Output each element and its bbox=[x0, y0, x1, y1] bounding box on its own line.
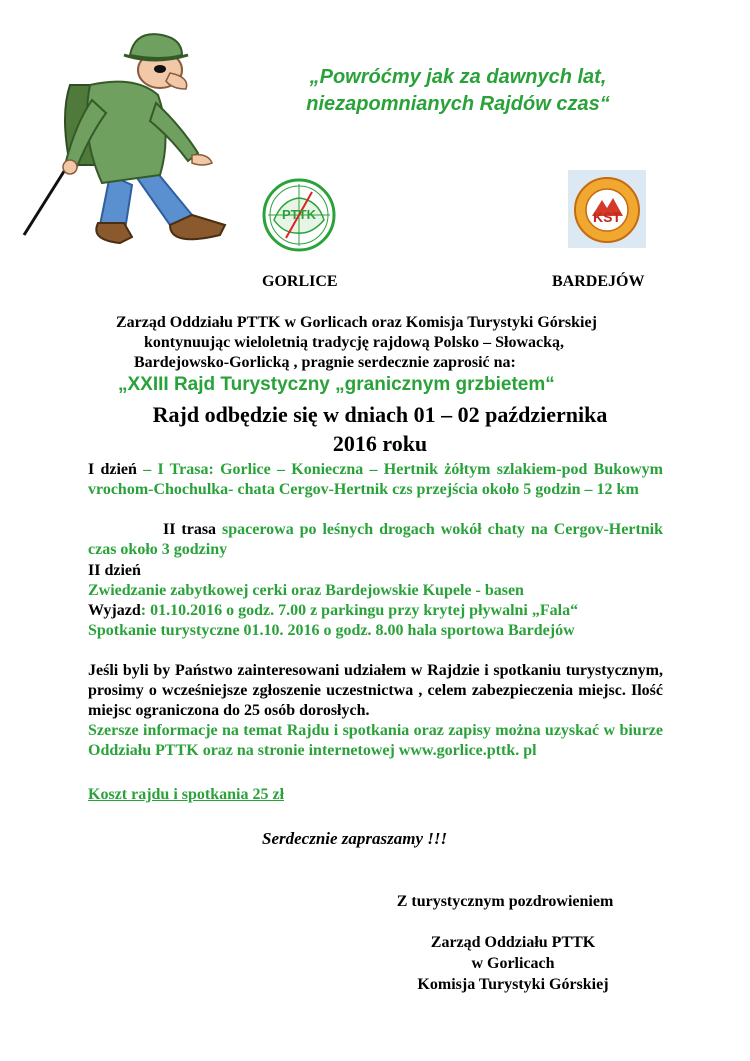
dates-line-2: 2016 roku bbox=[332, 431, 428, 456]
rajd-dates bbox=[80, 400, 680, 458]
day2-label: II dzień bbox=[88, 562, 141, 579]
city-gorlice: GORLICE bbox=[262, 273, 338, 290]
kst-logo-text: KST bbox=[593, 209, 621, 225]
pttk-logo bbox=[262, 178, 336, 252]
info-more: Szersze informacje na temat Rajdu i spotkania oraz zapisy można uzyskać w biurze Oddziału PTTK oraz na stronie internetowej www.gorlice.pttk. pl bbox=[88, 722, 663, 759]
intro-line-2: kontynuując wieloletnią tradycję rajdową Polsko – Słowacką, bbox=[144, 334, 564, 351]
motto-line-1: „Powróćmy jak za dawnych lat, bbox=[309, 66, 607, 88]
intro-line-1: Zarząd Oddziału PTTK w Gorlicach oraz Komisja Turystyki Górskiej bbox=[116, 314, 597, 331]
signature-line-2: w Gorlicach bbox=[471, 955, 555, 972]
signature-greeting: Z turystycznym pozdrowieniem bbox=[396, 893, 614, 910]
signature-block bbox=[388, 932, 638, 995]
meeting: Spotkanie turystyczne 01.10. 2016 o godz. 8.00 hala sportowa Bardejów bbox=[88, 622, 575, 639]
day1-trasa1 bbox=[88, 460, 663, 500]
departure bbox=[88, 601, 663, 621]
intro-line-3: Bardejowsko-Gorlicką , pragnie serdecznie zaprosić na: bbox=[134, 354, 516, 371]
intro-paragraph bbox=[100, 313, 660, 373]
day1-label: I dzień bbox=[88, 461, 137, 478]
city-bardejow: BARDEJÓW bbox=[552, 273, 645, 290]
departure-label: Wyjazd bbox=[88, 602, 141, 619]
rajd-title: „XXIII Rajd Turystyczny „granicznym grzbietem“ bbox=[118, 374, 555, 395]
invite: Serdecznie zapraszamy !!! bbox=[262, 829, 448, 848]
motto bbox=[248, 64, 668, 118]
day1-trasa2 bbox=[88, 520, 663, 560]
trasa2-label: II trasa bbox=[163, 521, 217, 538]
kst-logo bbox=[568, 170, 646, 248]
day2-text: Zwiedzanie zabytkowej cerki oraz Bardejowskie Kupele - basen bbox=[88, 582, 524, 599]
info-paragraph: Jeśli byli by Państwo zainteresowani udziałem w Rajdzie i spotkaniu turystycznym, prosimy o wcześniejsze zgłoszenie uczestnictwa , celem zabezpieczenia miejsc. Ilość miejsc ograniczona do 25 osób dorosłych. bbox=[88, 662, 663, 719]
hiker-illustration bbox=[20, 25, 235, 250]
dates-line-1: Rajd odbędzie się w dniach 01 – 02 października bbox=[152, 402, 608, 427]
trasa1-label: – I Trasa: bbox=[136, 461, 214, 478]
pttk-logo-text: PTTK bbox=[282, 207, 316, 222]
signature-line-1: Zarząd Oddziału PTTK bbox=[430, 934, 596, 951]
departure-text: : 01.10.2016 o godz. 7.00 z parkingu przy krytej pływalni „Fala“ bbox=[140, 602, 579, 619]
trasa1-text: Gorlice – Konieczna – Hertnik żółtym szlakiem-pod Bukowym vrochom-Chochulka- chata Cergov-Hertnik czs przejścia około 5 godzin – 12 km bbox=[88, 461, 664, 498]
motto-line-2: niezapomnianych Rajdów czas“ bbox=[306, 93, 610, 115]
cost: Koszt rajdu i spotkania 25 zł bbox=[88, 786, 285, 803]
trasa2-text: spacerowa po leśnych drogach wokół chaty na Cergov-Hertnik czas około 3 godziny bbox=[88, 521, 664, 558]
signature-line-3: Komisja Turystyki Górskiej bbox=[417, 976, 609, 993]
